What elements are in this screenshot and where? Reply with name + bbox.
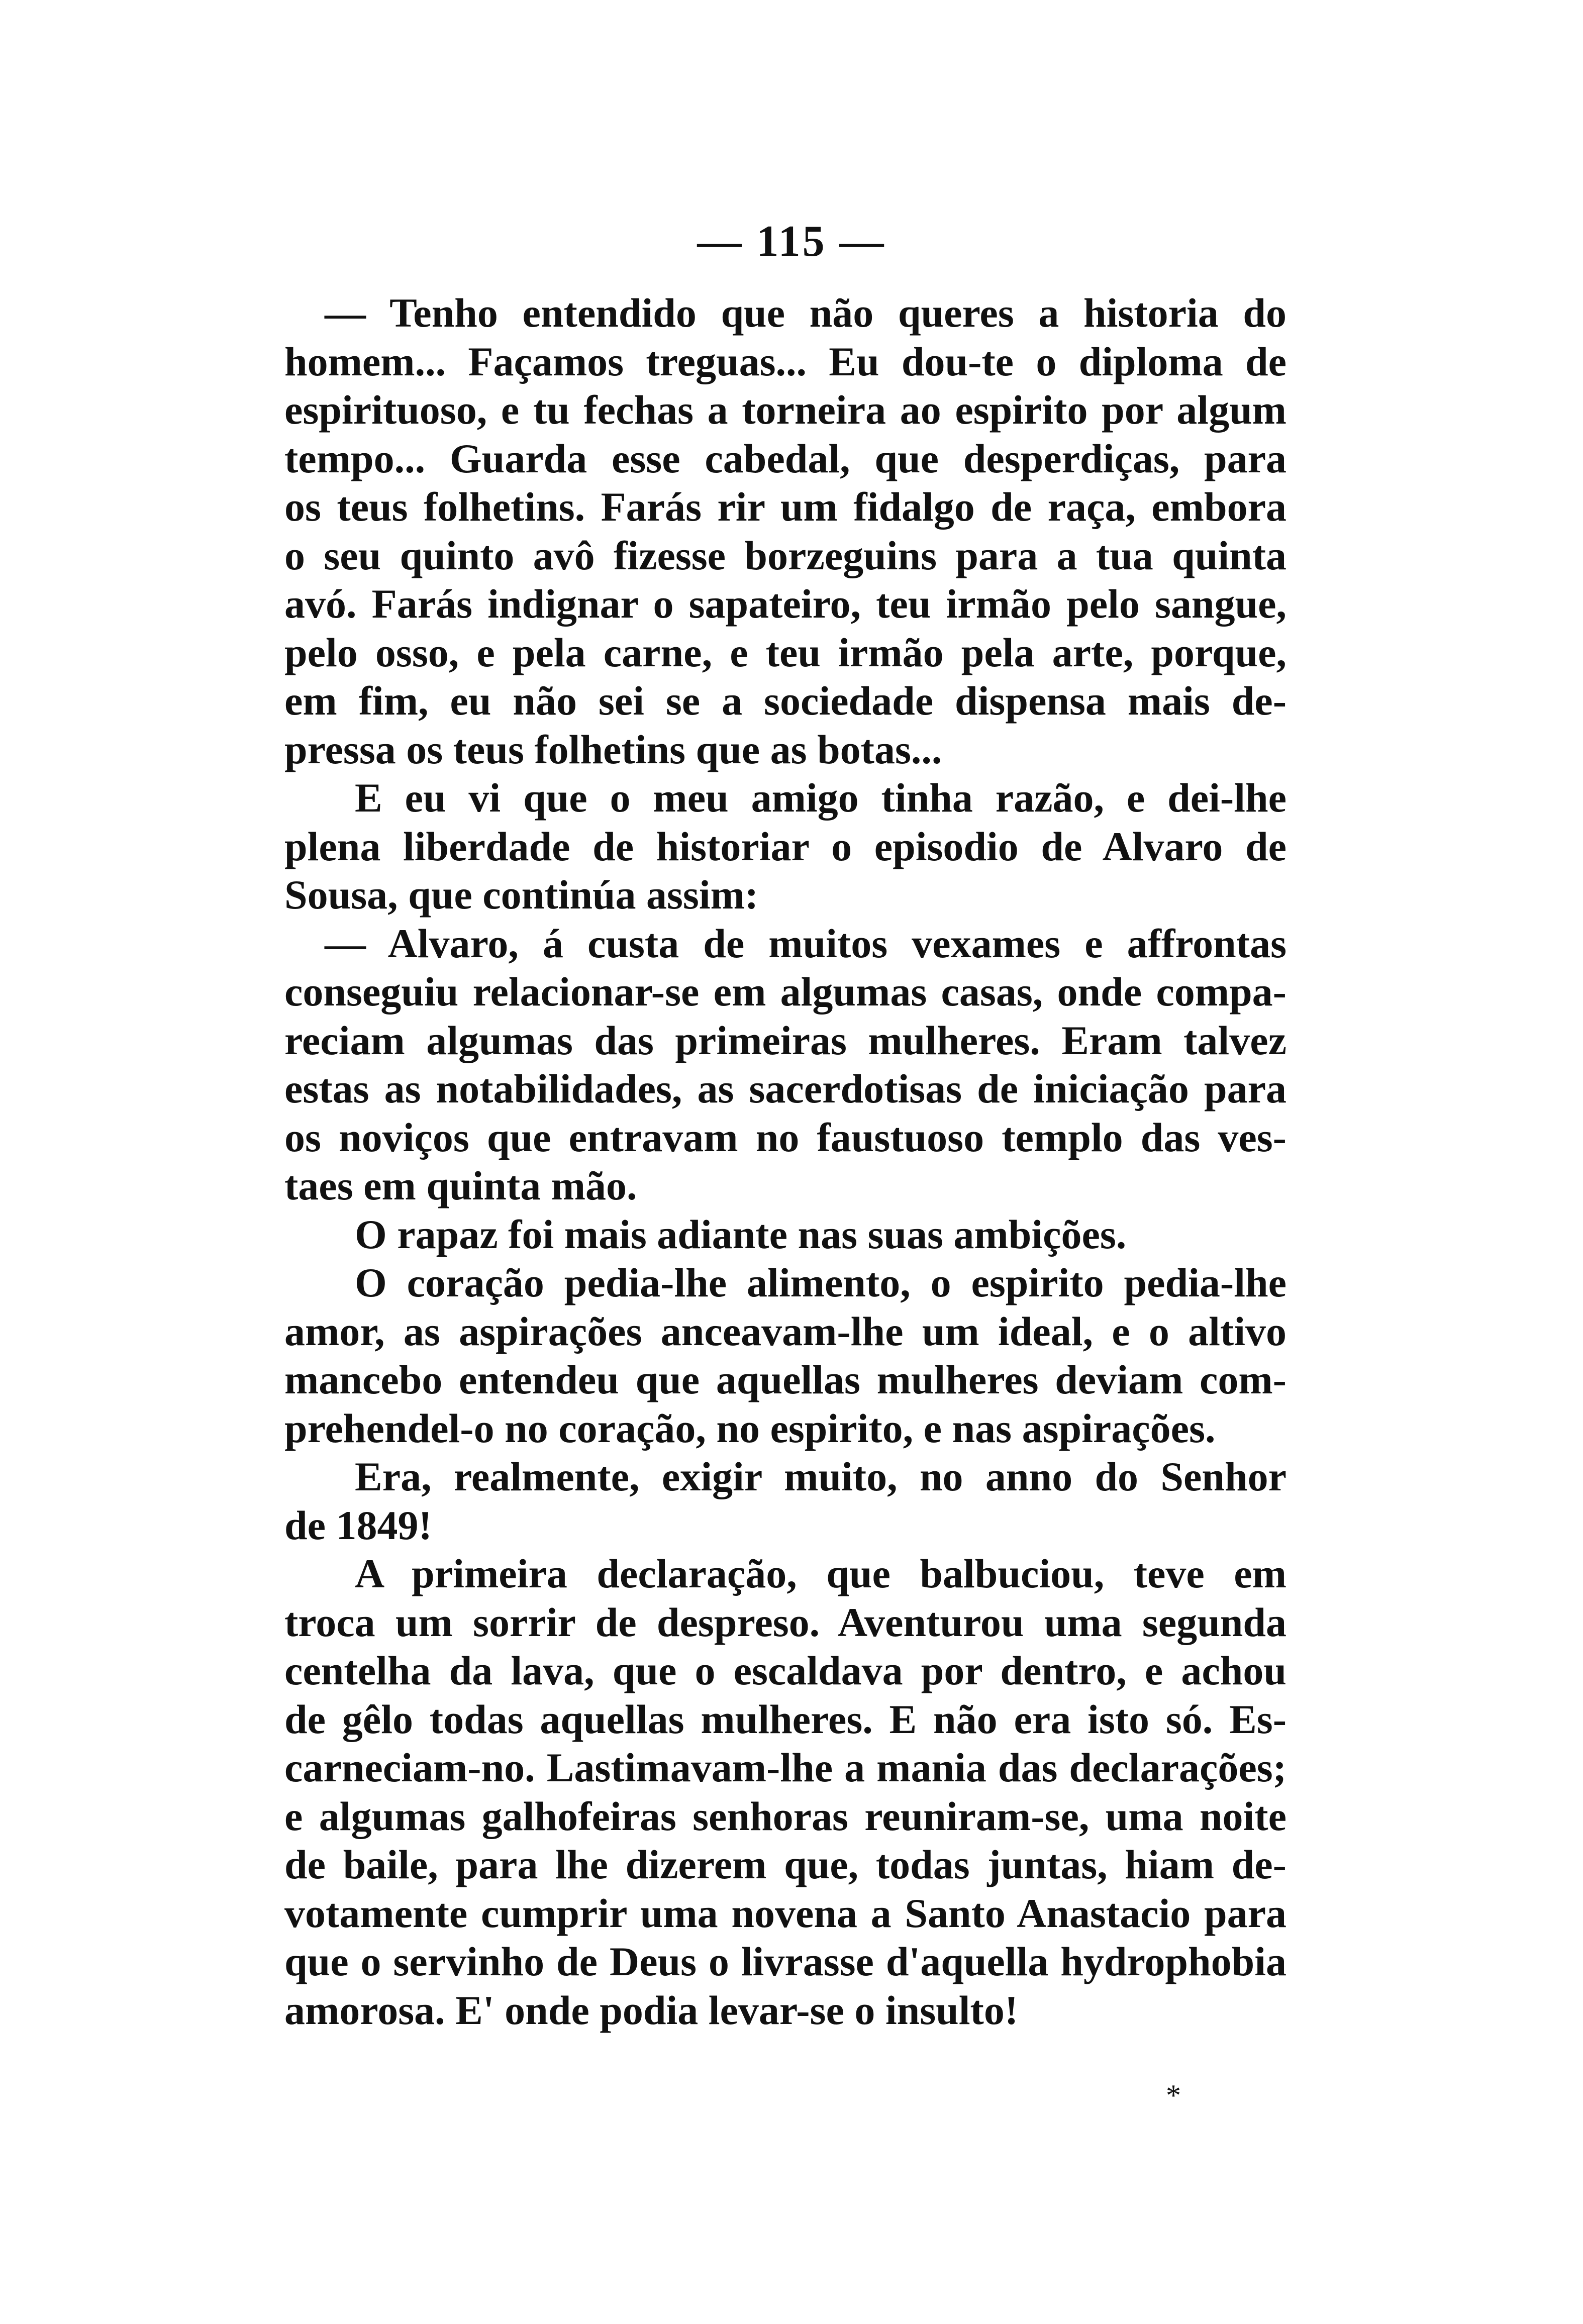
text-line: avó. Farás indignar o sapateiro, teu irmão pelo sangue, xyxy=(284,581,1287,627)
text-line: que o servinho de Deus o livrasse d'aquella hydrophobia xyxy=(284,1939,1287,1984)
text-line: plena liberdade de historiar o episodio de Alvaro de xyxy=(284,823,1287,869)
text-line: Era, realmente, exigir muito, no anno do Senhor xyxy=(355,1454,1287,1499)
text-line: reciam algumas das primeiras mulheres. Eram talvez xyxy=(284,1017,1287,1063)
text-line: e algumas galhofeiras senhoras reuniram-se, uma noite xyxy=(284,1793,1287,1839)
text-line: em fim, eu não sei se a sociedade dispensa mais de- xyxy=(284,678,1287,724)
text-line: os noviços que entravam no faustuoso templo das ves- xyxy=(284,1114,1287,1160)
text-line: pelo osso, e pela carne, e teu irmão pela arte, porque, xyxy=(284,629,1287,675)
text-line: o seu quinto avô fizesse borzeguins para a tua quinta xyxy=(284,532,1287,578)
text-line: A primeira declaração, que balbuciou, teve em xyxy=(355,1551,1287,1596)
body-text xyxy=(284,289,1287,2035)
text-line: centelha da lava, que o escaldava por dentro, e achou xyxy=(284,1648,1287,1693)
text-line: votamente cumprir uma novena a Santo Anastacio para xyxy=(284,1890,1287,1936)
text-line: homem... Façamos treguas... Eu dou-te o diploma de xyxy=(284,338,1287,384)
text-line: de gêlo todas aquellas mulheres. E não era isto só. Es- xyxy=(284,1696,1287,1742)
text-line: os teus folhetins. Farás rir um fidalgo de raça, embora xyxy=(284,484,1287,530)
page-number: — 115 — xyxy=(697,217,886,266)
text-line: estas as notabilidades, as sacerdotisas de iniciação para xyxy=(284,1066,1287,1112)
text-line: de baile, para lhe dizerem que, todas juntas, hiam de- xyxy=(284,1842,1287,1887)
text-line: Sousa, que continúa assim: xyxy=(284,872,759,918)
text-line: taes em quinta mão. xyxy=(284,1163,637,1208)
text-line: — Alvaro, á custa de muitos vexames e affrontas xyxy=(325,920,1287,966)
text-line: mancebo entendeu que aquellas mulheres deviam com- xyxy=(284,1357,1287,1402)
text-line: tempo... Guarda esse cabedal, que desperdiças, para xyxy=(284,435,1287,481)
printers-mark-icon: * xyxy=(1166,2079,1181,2112)
text-line: conseguiu relacionar-se em algumas casas, onde compa- xyxy=(284,969,1287,1015)
text-line: E eu vi que o meu amigo tinha razão, e dei-lhe xyxy=(355,775,1287,821)
text-line: troca um sorrir de despreso. Aventurou uma segunda xyxy=(284,1599,1287,1645)
text-line: prehendel-o no coração, no espirito, e nas aspirações. xyxy=(284,1405,1216,1451)
text-line: pressa os teus folhetins que as botas... xyxy=(284,726,942,772)
text-line: O rapaz foi mais adiante nas suas ambições. xyxy=(355,1211,1127,1257)
text-line: amorosa. E' onde podia levar-se o insulto! xyxy=(284,1987,1019,2033)
text-line: O coração pedia-lhe alimento, o espirito pedia-lhe xyxy=(355,1260,1287,1305)
text-line: espirituoso, e tu fechas a torneira ao espirito por algum xyxy=(284,387,1287,433)
text-line: de 1849! xyxy=(284,1502,432,1548)
text-line: carneciam-no. Lastimavam-lhe a mania das declarações; xyxy=(284,1745,1287,1790)
text-line: amor, as aspirações anceavam-lhe um ideal, e o altivo xyxy=(284,1308,1287,1354)
text-line: — Tenho entendido que não queres a historia do xyxy=(325,290,1287,336)
